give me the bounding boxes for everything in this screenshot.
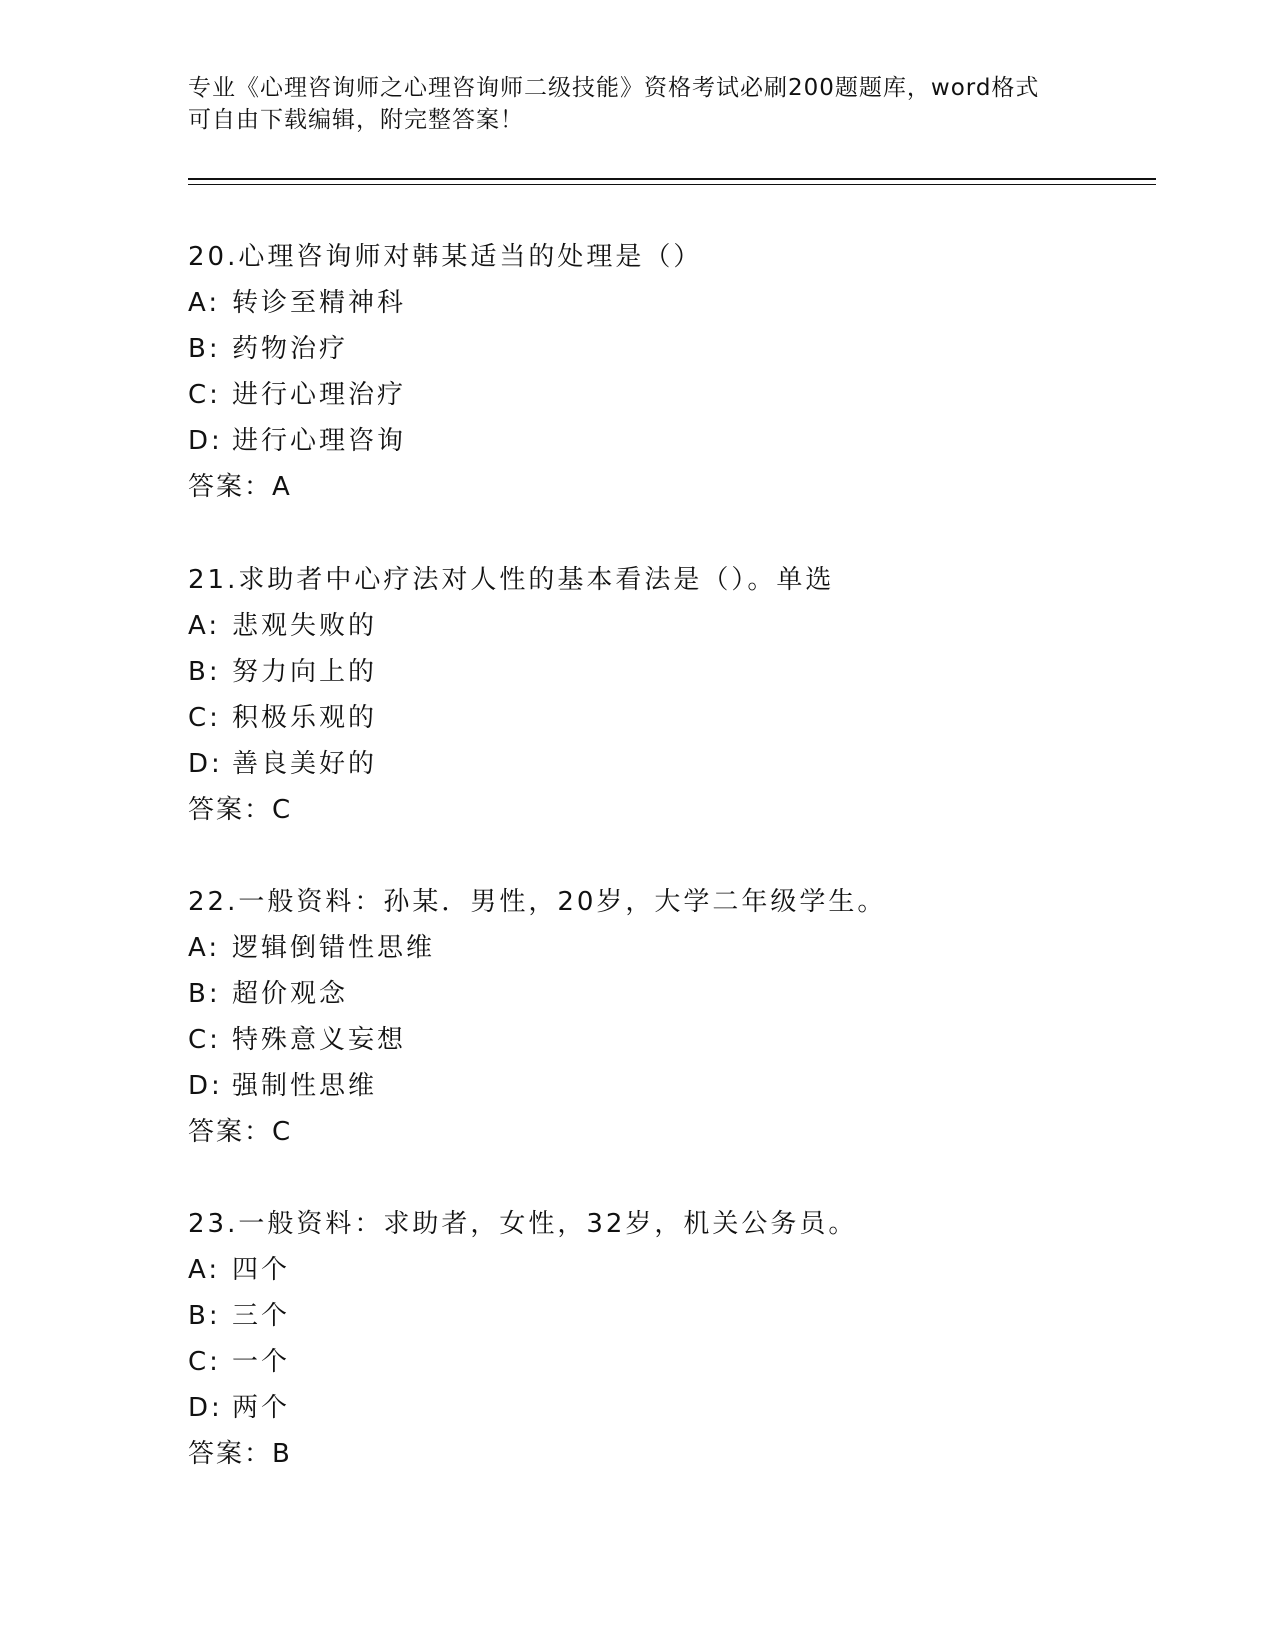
option-d <box>188 418 1168 464</box>
option-text: 药物治疗 <box>232 334 349 364</box>
option-text: 努力向上的 <box>232 657 378 687</box>
option-text: 一个 <box>232 1347 291 1377</box>
option-letter: B: <box>188 657 221 687</box>
header-line-2: 可自由下载编辑，附完整答案！ <box>188 107 524 133</box>
option-text: 超价观念 <box>232 979 349 1009</box>
answer-line: 答案：C <box>188 1117 293 1147</box>
option-text: 逻辑倒错性思维 <box>232 933 436 963</box>
option-b <box>188 1293 1168 1339</box>
option-d <box>188 1385 1168 1431</box>
option-letter: A: <box>188 1255 221 1285</box>
answer-line: 答案：A <box>188 472 292 502</box>
option-letter: A: <box>188 288 221 318</box>
option-letter: C: <box>188 703 221 733</box>
question-stem: 21.求助者中心疗法对人性的基本看法是（）。单选 <box>188 565 835 595</box>
option-d <box>188 1063 1168 1109</box>
option-text: 三个 <box>232 1301 291 1331</box>
question-block-23 <box>188 1201 1168 1477</box>
option-c <box>188 1017 1168 1063</box>
question-stem: 23.一般资料：求助者，女性，32岁，机关公务员。 <box>188 1209 858 1239</box>
question-stem: 22.一般资料：孙某．男性，20岁，大学二年级学生。 <box>188 887 887 917</box>
option-letter: B: <box>188 979 221 1009</box>
header-divider-thick <box>188 178 1156 180</box>
question-block-20 <box>188 234 1168 510</box>
answer-line: 答案：C <box>188 795 293 825</box>
option-c <box>188 695 1168 741</box>
option-text: 四个 <box>232 1255 291 1285</box>
option-b <box>188 649 1168 695</box>
option-text: 特殊意义妄想 <box>232 1025 407 1055</box>
option-text: 悲观失败的 <box>232 611 378 641</box>
option-letter: D: <box>188 1393 223 1423</box>
option-text: 进行心理治疗 <box>232 380 407 410</box>
option-text: 强制性思维 <box>232 1071 378 1101</box>
option-letter: B: <box>188 334 221 364</box>
option-letter: A: <box>188 933 221 963</box>
option-letter: B: <box>188 1301 221 1331</box>
option-c <box>188 372 1168 418</box>
question-stem: 20.心理咨询师对韩某适当的处理是（） <box>188 242 703 272</box>
option-a <box>188 925 1168 971</box>
option-letter: D: <box>188 426 223 456</box>
option-c <box>188 1339 1168 1385</box>
question-block-21 <box>188 557 1168 833</box>
option-a <box>188 280 1168 326</box>
option-letter: D: <box>188 749 223 779</box>
option-letter: C: <box>188 380 221 410</box>
option-letter: D: <box>188 1071 223 1101</box>
option-a <box>188 603 1168 649</box>
option-letter: C: <box>188 1025 221 1055</box>
option-text: 转诊至精神科 <box>232 288 407 318</box>
document-header <box>188 72 1088 136</box>
option-text: 两个 <box>232 1393 291 1423</box>
header-divider-thin <box>188 184 1156 185</box>
option-b <box>188 326 1168 372</box>
option-letter: A: <box>188 611 221 641</box>
header-line-1: 专业《心理咨询师之心理咨询师二级技能》资格考试必刷200题题库，word格式 <box>188 75 1040 101</box>
option-text: 进行心理咨询 <box>232 426 407 456</box>
question-block-22 <box>188 879 1168 1155</box>
answer-line: 答案：B <box>188 1439 292 1469</box>
option-a <box>188 1247 1168 1293</box>
option-text: 善良美好的 <box>232 749 378 779</box>
option-b <box>188 971 1168 1017</box>
option-d <box>188 741 1168 787</box>
option-letter: C: <box>188 1347 221 1377</box>
option-text: 积极乐观的 <box>232 703 378 733</box>
